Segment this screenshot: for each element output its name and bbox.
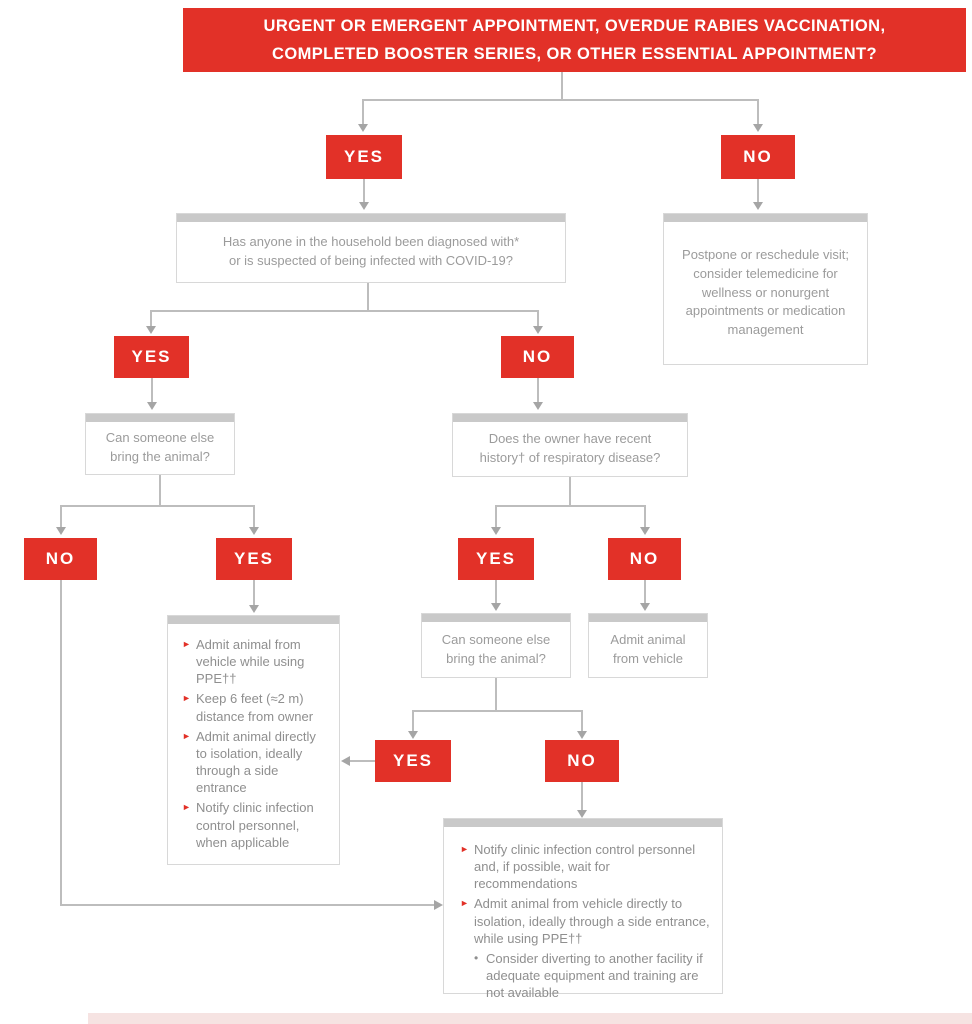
arrow-down-icon: [533, 402, 543, 410]
arrow-down-icon: [358, 124, 368, 132]
no-node-household: NO: [501, 336, 574, 378]
connector-line: [581, 782, 583, 811]
yes-node-level1: YES: [326, 135, 402, 179]
bullet-text: Consider diverting to another facility if adequate equipment and training are not available: [486, 950, 703, 1001]
bullet-text: Admit animal from vehicle while using PPE††: [196, 637, 305, 687]
no-node-respiratory: NO: [608, 538, 681, 580]
outcome-notify-and-isolate: [443, 818, 723, 1001]
box-top-bar: [422, 614, 570, 622]
question-text-line2: or is suspected of being infected with COVID-19?: [229, 253, 513, 268]
bullet-text: Admit animal from vehicle directly to isolation, ideally through a side entrance, while using PPE††: [474, 896, 710, 946]
connector-line: [644, 505, 646, 528]
no-node-bring2: NO: [545, 740, 619, 782]
connector-line: [362, 99, 759, 101]
arrow-down-icon: [491, 527, 501, 535]
arrow-down-icon: [640, 603, 650, 611]
dot-bullet-icon: •: [474, 950, 479, 965]
connector-line: [159, 475, 161, 506]
arrow-down-icon: [249, 527, 259, 535]
arrow-down-icon: [577, 731, 587, 739]
arrow-down-icon: [491, 603, 501, 611]
arrow-down-icon: [56, 527, 66, 535]
question-household-covid: [176, 213, 566, 283]
arrow-down-icon: [146, 326, 156, 334]
box-top-bar: [444, 819, 722, 827]
connector-line: [60, 580, 62, 906]
no-node-level1: NO: [721, 135, 795, 179]
list-item: [460, 841, 710, 892]
list-item: [182, 799, 329, 850]
banner-text-line1: URGENT OR EMERGENT APPOINTMENT, OVERDUE RABIES VACCINATION,: [263, 16, 886, 35]
outcome-admit-with-ppe: [167, 615, 340, 865]
footer-accent-strip: [88, 1013, 972, 1024]
arrow-down-icon: [359, 202, 369, 210]
connector-line: [495, 505, 497, 528]
connector-line: [757, 179, 759, 203]
connector-line: [60, 505, 62, 528]
box-top-bar: [664, 214, 867, 222]
question-text-line1: Has anyone in the household been diagnosed with*: [222, 234, 520, 250]
connector-line: [363, 179, 365, 203]
outcome-text: Postpone or reschedule visit; consider telemedicine for wellness or nonurgent appointments or medication management: [682, 246, 849, 338]
connector-line: [60, 904, 435, 906]
bullet-text: Admit animal directly to isolation, ideally through a side entrance: [196, 728, 316, 796]
arrow-down-icon: [533, 326, 543, 334]
box-top-bar: [168, 616, 339, 624]
yes-node-bring2: YES: [375, 740, 451, 782]
outcome-admit-from-vehicle: [588, 613, 708, 678]
connector-line: [150, 310, 152, 327]
question-text: Can someone else bring the animal?: [441, 631, 551, 666]
bullet-arrow-icon: ►: [460, 898, 469, 909]
connector-line: [253, 505, 255, 528]
connector-line: [537, 378, 539, 403]
banner-text-line2: COMPLETED BOOSTER SERIES, OR OTHER ESSENTIAL APPOINTMENT?: [272, 45, 877, 63]
bullet-arrow-icon: ►: [182, 802, 191, 813]
connector-line: [581, 710, 583, 732]
arrow-down-icon: [147, 402, 157, 410]
list-item: [460, 895, 710, 946]
root-question-banner: [183, 8, 966, 72]
connector-line: [151, 378, 153, 403]
yes-node-household: YES: [114, 336, 189, 378]
connector-line: [253, 580, 255, 606]
arrow-down-icon: [753, 202, 763, 210]
yes-node-respiratory: YES: [458, 538, 534, 580]
list-item: [182, 728, 329, 797]
outcome-text: Admit animal from vehicle: [610, 631, 686, 666]
box-top-bar: [86, 414, 234, 422]
arrow-down-icon: [408, 731, 418, 739]
arrow-down-icon: [577, 810, 587, 818]
arrow-left-icon: [341, 756, 350, 766]
bullet-arrow-icon: ►: [182, 693, 191, 704]
bullet-text: Notify clinic infection control personnel and, if possible, wait for recommendations: [474, 842, 696, 892]
connector-line: [367, 283, 369, 311]
outcome-postpone-reschedule: [663, 213, 868, 365]
bullet-text: Keep 6 feet (≈2 m) distance from owner: [196, 691, 314, 724]
arrow-down-icon: [753, 124, 763, 132]
no-node-bring1: NO: [24, 538, 97, 580]
connector-line: [60, 505, 255, 507]
bullet-arrow-icon: ►: [460, 844, 469, 854]
connector-line: [569, 477, 571, 506]
question-text: Can someone else bring the animal?: [105, 430, 215, 464]
connector-line: [362, 99, 364, 125]
connector-line: [150, 310, 539, 312]
connector-line: [412, 710, 414, 732]
list-subitem: [474, 950, 710, 1001]
arrow-down-icon: [249, 605, 259, 613]
connector-line: [349, 760, 375, 762]
box-top-bar: [453, 414, 687, 422]
question-someone-else-bring-2: [421, 613, 571, 678]
arrow-down-icon: [640, 527, 650, 535]
list-item: [182, 690, 329, 724]
box-top-bar: [177, 214, 565, 222]
yes-node-bring1: YES: [216, 538, 292, 580]
connector-line: [537, 310, 539, 327]
connector-line: [644, 580, 646, 604]
arrow-right-icon: [434, 900, 443, 910]
question-respiratory-history: [452, 413, 688, 477]
connector-line: [561, 72, 563, 100]
question-someone-else-bring-1: [85, 413, 235, 475]
bullet-arrow-icon: ►: [182, 730, 191, 741]
connector-line: [757, 99, 759, 125]
box-top-bar: [589, 614, 707, 622]
connector-line: [495, 580, 497, 604]
question-text: Does the owner have recent history† of respiratory disease?: [479, 431, 661, 465]
connector-line: [412, 710, 583, 712]
bullet-arrow-icon: ►: [182, 639, 191, 649]
list-item: [182, 636, 329, 687]
connector-line: [495, 678, 497, 711]
bullet-text: Notify clinic infection control personnel, when applicable: [196, 800, 314, 850]
connector-line: [495, 505, 646, 507]
